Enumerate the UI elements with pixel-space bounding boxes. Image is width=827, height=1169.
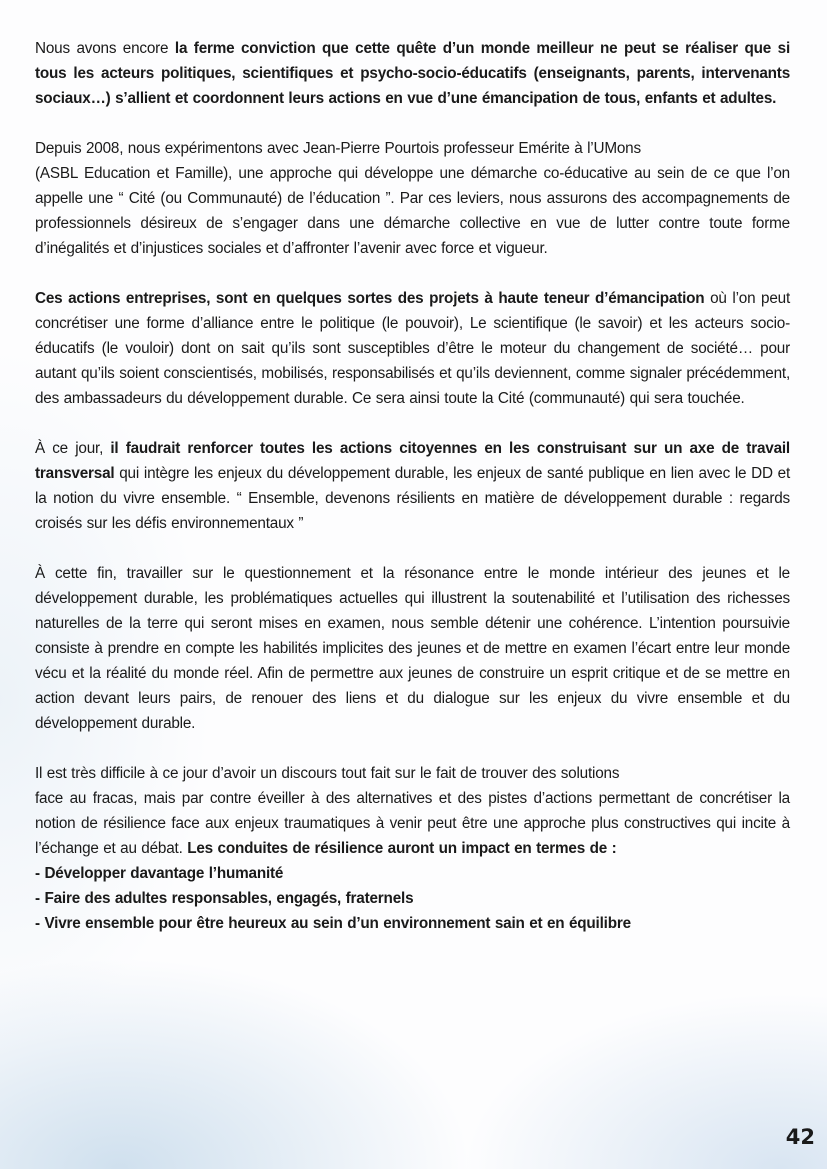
text: À cette fin, travailler sur le questionnement et la résonance entre le monde intérieur des jeunes et le développement durable, les problématiques actuelles qui illustrent la soutenabilité et l’utilisation des richesses naturelles de la terre qui seront mises en examen, nous semble détenir une cohérence. L’intention poursuivie consiste à prendre en compte les habilités implicites des jeunes et de mettre en examen l’écart entre leur monde vécu et la réalité du monde réel. Afin de permettre aux jeunes de construire un esprit critique et de se mettre en action devant leurs pairs, de renouer des liens et du dialogue sur les enjeux du vivre ensemble et du développement durable. [35, 565, 790, 732]
page-number: 42 [785, 1125, 815, 1149]
text: (ASBL Education et Famille), une approche qui développe une démarche co-éducative au sein de ce que l’on appelle une “ Cité (ou Communauté) de l’éducation ”. Par ces leviers, nous assurons des accompagnements de professionnels désireux de s’engager dans une démarche collective en vue de lutter contre toute forme d’inégalités et d’injustices sociales et d’affronter l’avenir avec force et vigueur. [35, 165, 790, 257]
paragraph-2 [35, 136, 790, 261]
text: où l’on peut concrétiser une forme d’alliance entre le politique (le pouvoir), Le scientifique (le savoir) et les acteurs socio-éducatifs (le vouloir) dont on sait qu’ils sont susceptibles d’être le moteur du changement de société… pour autant qu’ils soient conscientisés, mobilisés, responsabilisés et qu’ils deviennent, comme signaler précédemment, des ambassadeurs du développement durable. Ce sera ainsi toute la Cité (communauté) qui sera touchée. [35, 290, 791, 407]
paragraph-4 [35, 436, 790, 536]
text: Depuis 2008, nous expérimentons avec Jean-Pierre Pourtois professeur Emérite à l’UMons [35, 140, 641, 157]
bold-text: il faudrait renforcer toutes les actions citoyennes en les construisant sur un axe de travail transversal [35, 440, 790, 482]
text: Il est très difficile à ce jour d’avoir un discours tout fait sur le fait de trouver des solutions [35, 765, 620, 782]
paragraph-1 [35, 36, 790, 111]
list-item: - Développer davantage l’humanité [35, 865, 284, 882]
page-body [35, 36, 790, 961]
text: Nous avons encore [35, 40, 175, 57]
paragraph-6 [35, 761, 790, 936]
text: À ce jour, [35, 440, 111, 457]
bold-text: la ferme conviction que cette quête d’un monde meilleur ne peut se réaliser que si tous les acteurs politiques, scientifiques et psycho-socio-éducatifs (enseignants, parents, intervenants sociaux…) s’allient et coordonnent leurs actions en vue d’une émancipation de tous, enfants et adultes. [35, 40, 791, 107]
paragraph-3 [35, 286, 790, 411]
list-item: - Vivre ensemble pour être heureux au sein d’un environnement sain et en équilibre [35, 915, 631, 932]
list-item: - Faire des adultes responsables, engagés, fraternels [35, 890, 414, 907]
text: face au fracas, mais par contre éveiller à des alternatives et des pistes d’actions permettant de concrétiser la notion de résilience face aux enjeux traumatiques à venir peut être une approche plus constructives qui incite à l’échange et au débat. [35, 790, 790, 857]
paragraph-5 [35, 561, 790, 736]
bold-text: Les conduites de résilience auront un impact en termes de : [187, 840, 617, 857]
bold-text: Ces actions entreprises, sont en quelques sortes des projets à haute teneur d’émancipation [35, 290, 705, 307]
text: qui intègre les enjeux du développement durable, les enjeux de santé publique en lien avec le DD et la notion du vivre ensemble. “ Ensemble, devenons résilients en matière de développement durable : regards croisés sur les défis environnementaux ” [35, 465, 790, 532]
